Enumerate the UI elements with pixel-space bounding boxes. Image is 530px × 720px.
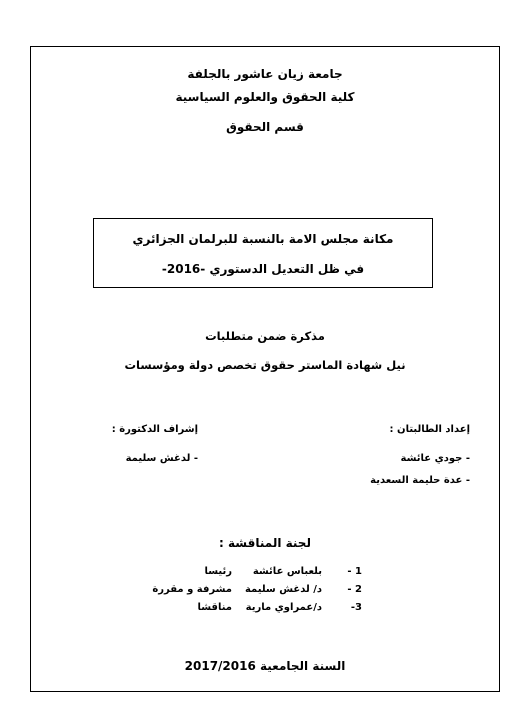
faculty-name: كلية الحقوق والعلوم السياسية [175, 90, 355, 104]
committee-title: لجنة المناقشة : [219, 536, 311, 550]
thesis-title-line2: في ظل التعديل الدستوري -2016- [161, 262, 365, 276]
member-number: 2 - [347, 584, 362, 595]
member-name: د/عمراوي مارية [245, 602, 322, 613]
supervisor-label: إشراف الدكتورة : [111, 424, 198, 435]
thesis-title-line1: مكانة مجلس الامة بالنسبة للبرلمان الجزائري [132, 232, 394, 246]
member-role: رئيسا [204, 566, 232, 577]
supervisor-name: - لدغش سليمة [125, 453, 198, 464]
department-name: قسم الحقوق [226, 120, 304, 134]
student-name: - عدة حليمة السعدية [370, 475, 470, 486]
prepared-by-label: إعداد الطالبتان : [389, 424, 470, 435]
memo-line2: نيل شهادة الماستر حقوق تخصص دولة ومؤسسات [124, 358, 406, 372]
committee-member-row [152, 584, 362, 598]
academic-year: السنة الجامعية 2017/2016 [184, 659, 346, 673]
member-number: 3- [350, 602, 362, 613]
member-name: د/ لدغش سليمة [244, 584, 322, 595]
memo-line1: مذكرة ضمن متطلبات [205, 329, 325, 343]
member-name: بلعباس عائشة [252, 566, 322, 577]
title-box [93, 218, 433, 288]
committee-member-row [162, 602, 362, 616]
university-name: جامعة زيان عاشور بالجلفة [187, 67, 343, 81]
member-role: مشرفة و مقررة [152, 584, 232, 595]
member-role: مناقشا [197, 602, 232, 613]
student-name: - جودي عائشة [400, 453, 470, 464]
member-number: 1 - [347, 566, 362, 577]
committee-member-row [162, 566, 362, 580]
